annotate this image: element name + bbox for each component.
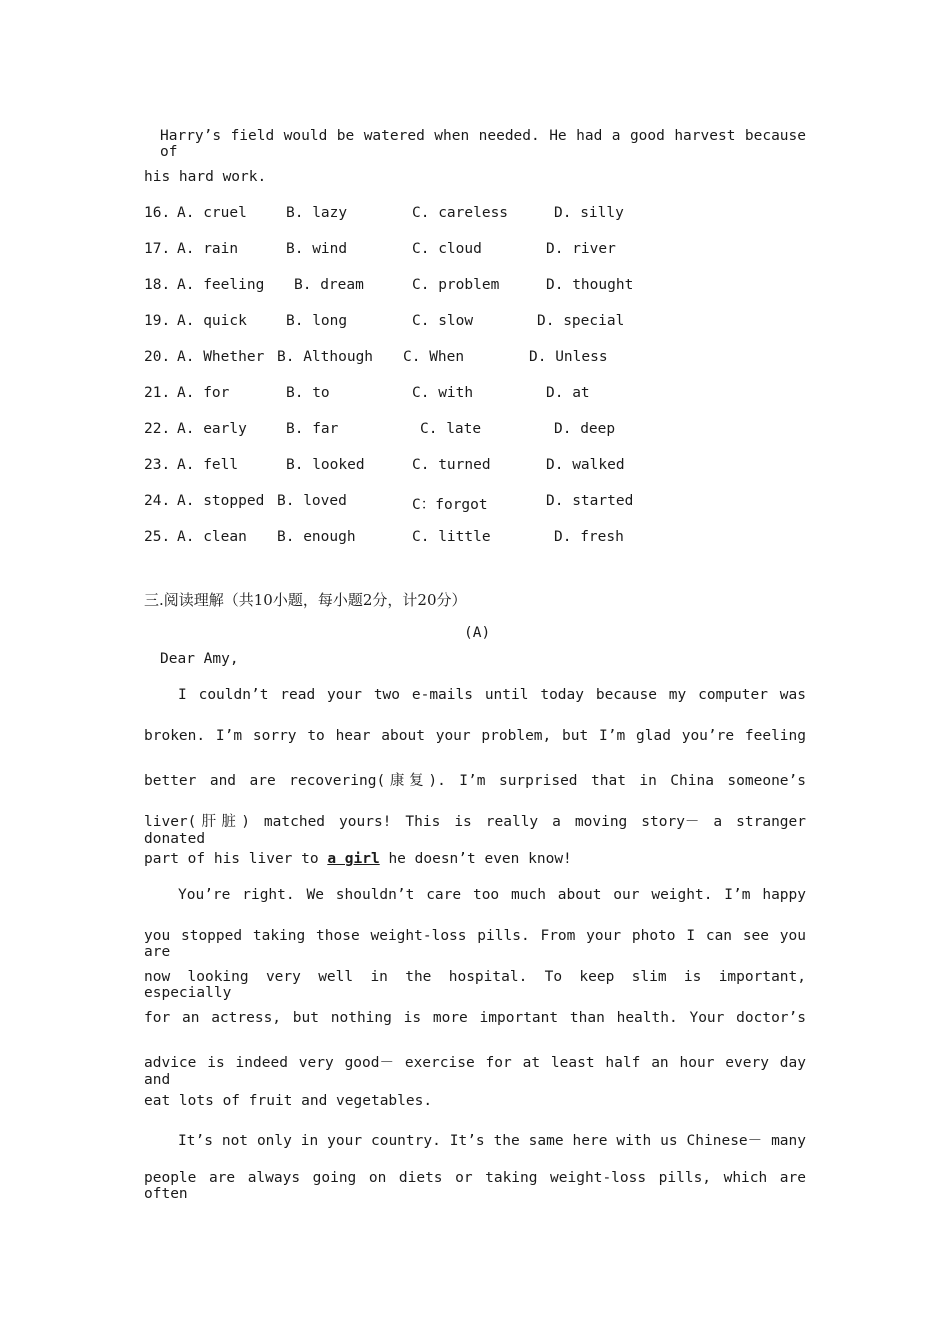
paragraph-1-line: better and are recovering(康复). I’m surprised that in China someone’s <box>144 773 806 789</box>
paragraph-3-line: people are always going on diets or taking weight-loss pills, which are often <box>144 1170 806 1202</box>
passage-line: his hard work. <box>144 169 267 185</box>
option-b: B. far <box>286 421 339 437</box>
paragraph-3-line: It’s not only in your country. It’s the same here with us Chinese－ many <box>178 1133 806 1149</box>
option-a: A. Whether <box>177 349 265 365</box>
paragraph-2-line: now looking very well in the hospital. To keep slim is important, especially <box>144 969 806 1001</box>
option-c: C. cloud <box>412 241 482 257</box>
option-d: D. walked <box>546 457 625 473</box>
paragraph-1-line: I couldn’t read your two e-mails until today because my computer was <box>178 687 806 703</box>
text-segment: part of his liver to <box>144 851 328 867</box>
paragraph-2-line: you stopped taking those weight-loss pills. From your photo I can see you are <box>144 928 806 960</box>
option-a: A. fell <box>177 457 239 473</box>
option-b: B. to <box>286 385 330 401</box>
question-19 <box>144 313 664 333</box>
paragraph-1-line <box>144 851 572 867</box>
option-d: D. thought <box>546 277 634 293</box>
option-b: B. dream <box>294 277 364 293</box>
option-c: C. little <box>412 529 491 545</box>
option-a: A. feeling <box>177 277 265 293</box>
paragraph-1-line: liver(肝脏) matched yours! This is really a moving story－ a stranger donated <box>144 814 806 847</box>
option-d: D. river <box>546 241 616 257</box>
option-b: B. Although <box>277 349 374 365</box>
question-number: 22. <box>144 421 171 437</box>
option-b: B. enough <box>277 529 356 545</box>
text-segment: he doesn’t even know! <box>379 851 572 867</box>
option-c: C. problem <box>412 277 500 293</box>
question-22 <box>144 421 664 441</box>
question-number: 23. <box>144 457 171 473</box>
question-number: 16. <box>144 205 171 221</box>
paragraph-2-line: advice is indeed very good－ exercise for at least half an hour every day and <box>144 1055 806 1088</box>
letter-salutation: Dear Amy, <box>160 651 239 667</box>
paragraph-2-line: eat lots of fruit and vegetables. <box>144 1093 433 1109</box>
option-d: D. special <box>537 313 625 329</box>
option-a: A. rain <box>177 241 239 257</box>
question-number: 17. <box>144 241 171 257</box>
option-c: C. careless <box>412 205 509 221</box>
question-23 <box>144 457 664 477</box>
paragraph-1-line: broken. I’m sorry to hear about your problem, but I’m glad you’re feeling <box>144 728 806 744</box>
option-b: B. lazy <box>286 205 348 221</box>
option-b: B. wind <box>286 241 348 257</box>
option-a: A. for <box>177 385 230 401</box>
question-number: 18. <box>144 277 171 293</box>
underlined-phrase: a girl <box>327 851 380 867</box>
option-c: C. turned <box>412 457 491 473</box>
option-d: D. silly <box>554 205 624 221</box>
paragraph-2-line: for an actress, but nothing is more important than health. Your doctor’s <box>144 1010 806 1026</box>
question-number: 25. <box>144 529 171 545</box>
option-c: C：forgot <box>412 497 488 513</box>
option-d: D. started <box>546 493 634 509</box>
option-b: B. loved <box>277 493 347 509</box>
option-a: A. quick <box>177 313 247 329</box>
question-16 <box>144 205 664 225</box>
question-17 <box>144 241 664 261</box>
option-c: C. slow <box>412 313 474 329</box>
option-c: C. late <box>420 421 482 437</box>
option-d: D. Unless <box>529 349 608 365</box>
question-number: 24. <box>144 493 171 509</box>
option-d: D. at <box>546 385 590 401</box>
option-b: B. looked <box>286 457 365 473</box>
question-24 <box>144 493 664 513</box>
passage-line: Harry’s field would be watered when needed. He had a good harvest because of <box>160 128 806 160</box>
option-d: D. deep <box>554 421 616 437</box>
option-a: A. clean <box>177 529 247 545</box>
paragraph-2-line: You’re right. We shouldn’t care too much about our weight. I’m happy <box>178 887 806 903</box>
option-c: C. When <box>403 349 465 365</box>
option-a: A. early <box>177 421 247 437</box>
question-21 <box>144 385 664 405</box>
question-number: 19. <box>144 313 171 329</box>
question-number: 21. <box>144 385 171 401</box>
option-c: C. with <box>412 385 474 401</box>
option-a: A. stopped <box>177 493 265 509</box>
option-d: D. fresh <box>554 529 624 545</box>
question-number: 20. <box>144 349 171 365</box>
option-b: B. long <box>286 313 348 329</box>
question-20 <box>144 349 664 369</box>
section-heading: 三.阅读理解（共10小题，每小题2分，计20分） <box>144 591 467 609</box>
question-25 <box>144 529 664 549</box>
option-a: A. cruel <box>177 205 247 221</box>
question-18 <box>144 277 664 297</box>
passage-label: (A) <box>464 625 491 641</box>
